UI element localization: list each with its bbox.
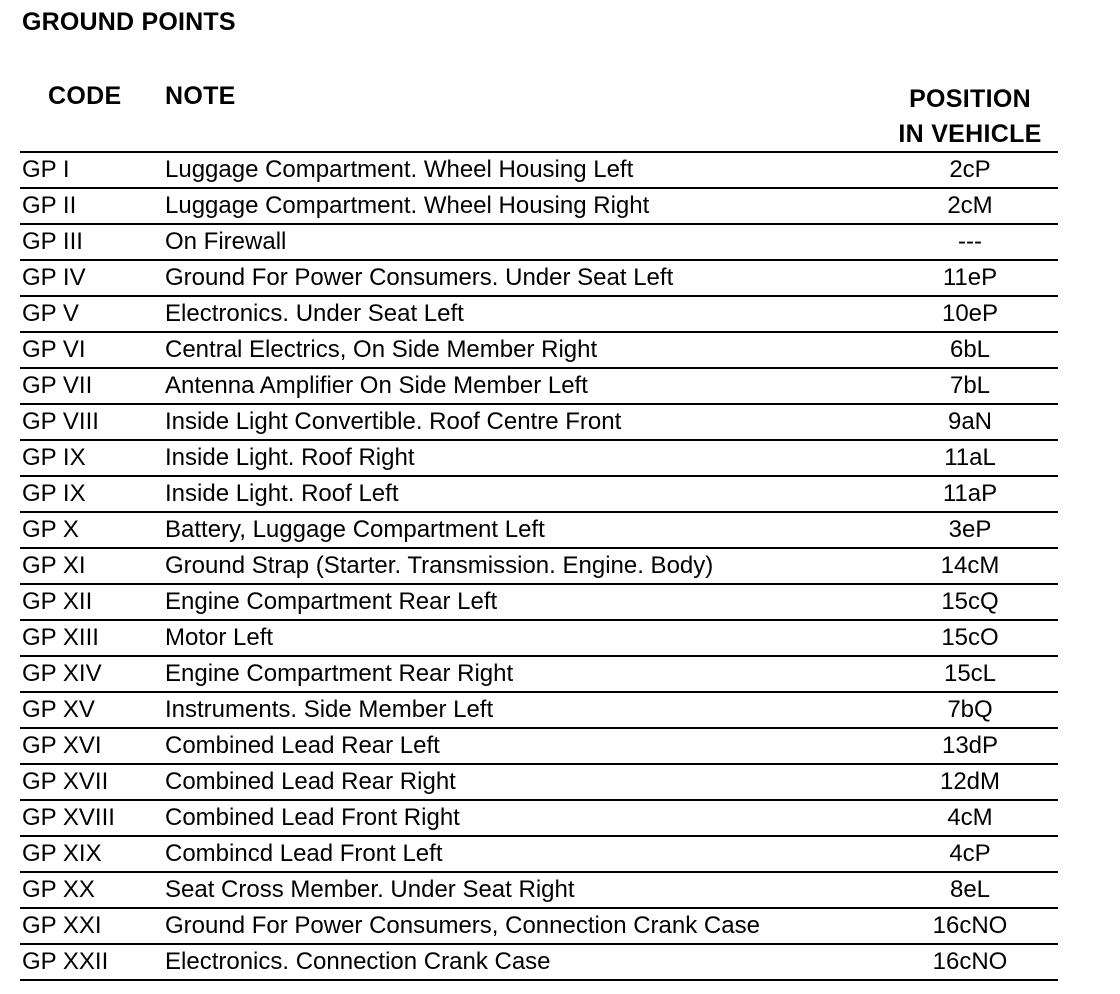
table-row — [20, 549, 1058, 585]
position-cell: 3eP — [948, 516, 992, 543]
code-cell: GP VII — [22, 372, 93, 399]
table-row — [20, 405, 1058, 441]
note-cell: Combined Lead Front Right — [165, 804, 460, 831]
note-cell: Inside Light. Roof Right — [165, 444, 415, 471]
position-cell: --- — [958, 228, 982, 255]
position-cell: 16cNO — [932, 948, 1008, 975]
code-cell: GP XIX — [22, 840, 102, 867]
code-cell: GP III — [22, 228, 83, 255]
table-row — [20, 513, 1058, 549]
note-cell: Inside Light. Roof Left — [165, 480, 399, 507]
position-cell: 13dP — [941, 732, 999, 759]
note-cell: Ground For Power Consumers. Under Seat Left — [165, 264, 674, 291]
position-cell: 15cQ — [941, 588, 999, 615]
position-cell: 11eP — [942, 264, 998, 291]
position-cell: 2cM — [947, 192, 993, 219]
code-cell: GP V — [22, 300, 79, 327]
position-cell: 15cO — [941, 624, 999, 651]
table-row — [20, 729, 1058, 765]
note-cell: Ground Strap (Starter. Transmission. Engine. Body) — [165, 552, 714, 579]
column-header-note: NOTE — [165, 82, 236, 110]
column-header-position — [885, 82, 1055, 152]
table-row — [20, 801, 1058, 837]
note-cell: Battery, Luggage Compartment Left — [165, 516, 545, 543]
ground-points-table — [20, 151, 1058, 981]
code-cell: GP XVII — [22, 768, 109, 795]
note-cell: Motor Left — [165, 624, 274, 651]
code-cell: GP X — [22, 516, 79, 543]
table-row — [20, 153, 1058, 189]
position-cell: 7bL — [949, 372, 991, 399]
position-cell: 7bQ — [947, 696, 993, 723]
table-row — [20, 261, 1058, 297]
table-row — [20, 765, 1058, 801]
code-cell: GP II — [22, 192, 77, 219]
code-cell: GP XXII — [22, 948, 109, 975]
table-row — [20, 297, 1058, 333]
note-cell: Instruments. Side Member Left — [165, 696, 494, 723]
position-cell: 4cM — [947, 804, 993, 831]
table-row — [20, 621, 1058, 657]
code-cell: GP VIII — [22, 408, 99, 435]
code-cell: GP XI — [22, 552, 86, 579]
position-cell: 6bL — [949, 336, 991, 363]
table-row — [20, 945, 1058, 981]
code-cell: GP VI — [22, 336, 86, 363]
table-row — [20, 837, 1058, 873]
table-row — [20, 585, 1058, 621]
note-cell: Electronics. Connection Crank Case — [165, 948, 551, 975]
column-header-position-line2: IN VEHICLE — [898, 120, 1042, 148]
table-row — [20, 333, 1058, 369]
position-cell: 15cL — [943, 660, 997, 687]
position-cell: 10eP — [941, 300, 999, 327]
code-cell: GP IX — [22, 480, 86, 507]
position-cell: 12dM — [939, 768, 1001, 795]
code-cell: GP XXI — [22, 912, 102, 939]
note-cell: Combined Lead Rear Left — [165, 732, 440, 759]
note-cell: Central Electrics, On Side Member Right — [165, 336, 598, 363]
table-row — [20, 225, 1058, 261]
position-cell: 9aN — [947, 408, 993, 435]
column-header-position-line1: POSITION — [909, 85, 1031, 113]
note-cell: Combined Lead Rear Right — [165, 768, 456, 795]
position-cell: 14cM — [940, 552, 1000, 579]
position-cell: 2cP — [949, 156, 991, 183]
note-cell: Ground For Power Consumers, Connection Crank Case — [165, 912, 760, 939]
note-cell: Seat Cross Member. Under Seat Right — [165, 876, 575, 903]
note-cell: Luggage Compartment. Wheel Housing Right — [165, 192, 650, 219]
note-cell: Luggage Compartment. Wheel Housing Left — [165, 156, 634, 183]
table-row — [20, 693, 1058, 729]
note-cell: Combincd Lead Front Left — [165, 840, 443, 867]
position-cell: 11aP — [942, 480, 998, 507]
position-cell: 8eL — [949, 876, 991, 903]
note-cell: Inside Light Convertible. Roof Centre Front — [165, 408, 622, 435]
table-row — [20, 477, 1058, 513]
position-cell: 4cP — [949, 840, 991, 867]
table-row — [20, 369, 1058, 405]
table-row — [20, 873, 1058, 909]
table-row — [20, 441, 1058, 477]
code-cell: GP XIII — [22, 624, 99, 651]
column-header-code: CODE — [48, 82, 122, 110]
position-cell: 11aL — [944, 444, 996, 471]
table-row — [20, 189, 1058, 225]
table-row — [20, 909, 1058, 945]
note-cell: Electronics. Under Seat Left — [165, 300, 464, 327]
code-cell: GP XVIII — [22, 804, 115, 831]
code-cell: GP I — [22, 156, 70, 183]
code-cell: GP IX — [22, 444, 86, 471]
code-cell: GP XIV — [22, 660, 102, 687]
note-cell: Engine Compartment Rear Right — [165, 660, 514, 687]
code-cell: GP XV — [22, 696, 95, 723]
table-row — [20, 657, 1058, 693]
note-cell: On Firewall — [165, 228, 287, 255]
page-title: GROUND POINTS — [22, 8, 236, 36]
code-cell: GP IV — [22, 264, 86, 291]
code-cell: GP XII — [22, 588, 93, 615]
code-cell: GP XVI — [22, 732, 102, 759]
code-cell: GP XX — [22, 876, 95, 903]
position-cell: 16cNO — [932, 912, 1008, 939]
note-cell: Engine Compartment Rear Left — [165, 588, 498, 615]
note-cell: Antenna Amplifier On Side Member Left — [165, 372, 588, 399]
